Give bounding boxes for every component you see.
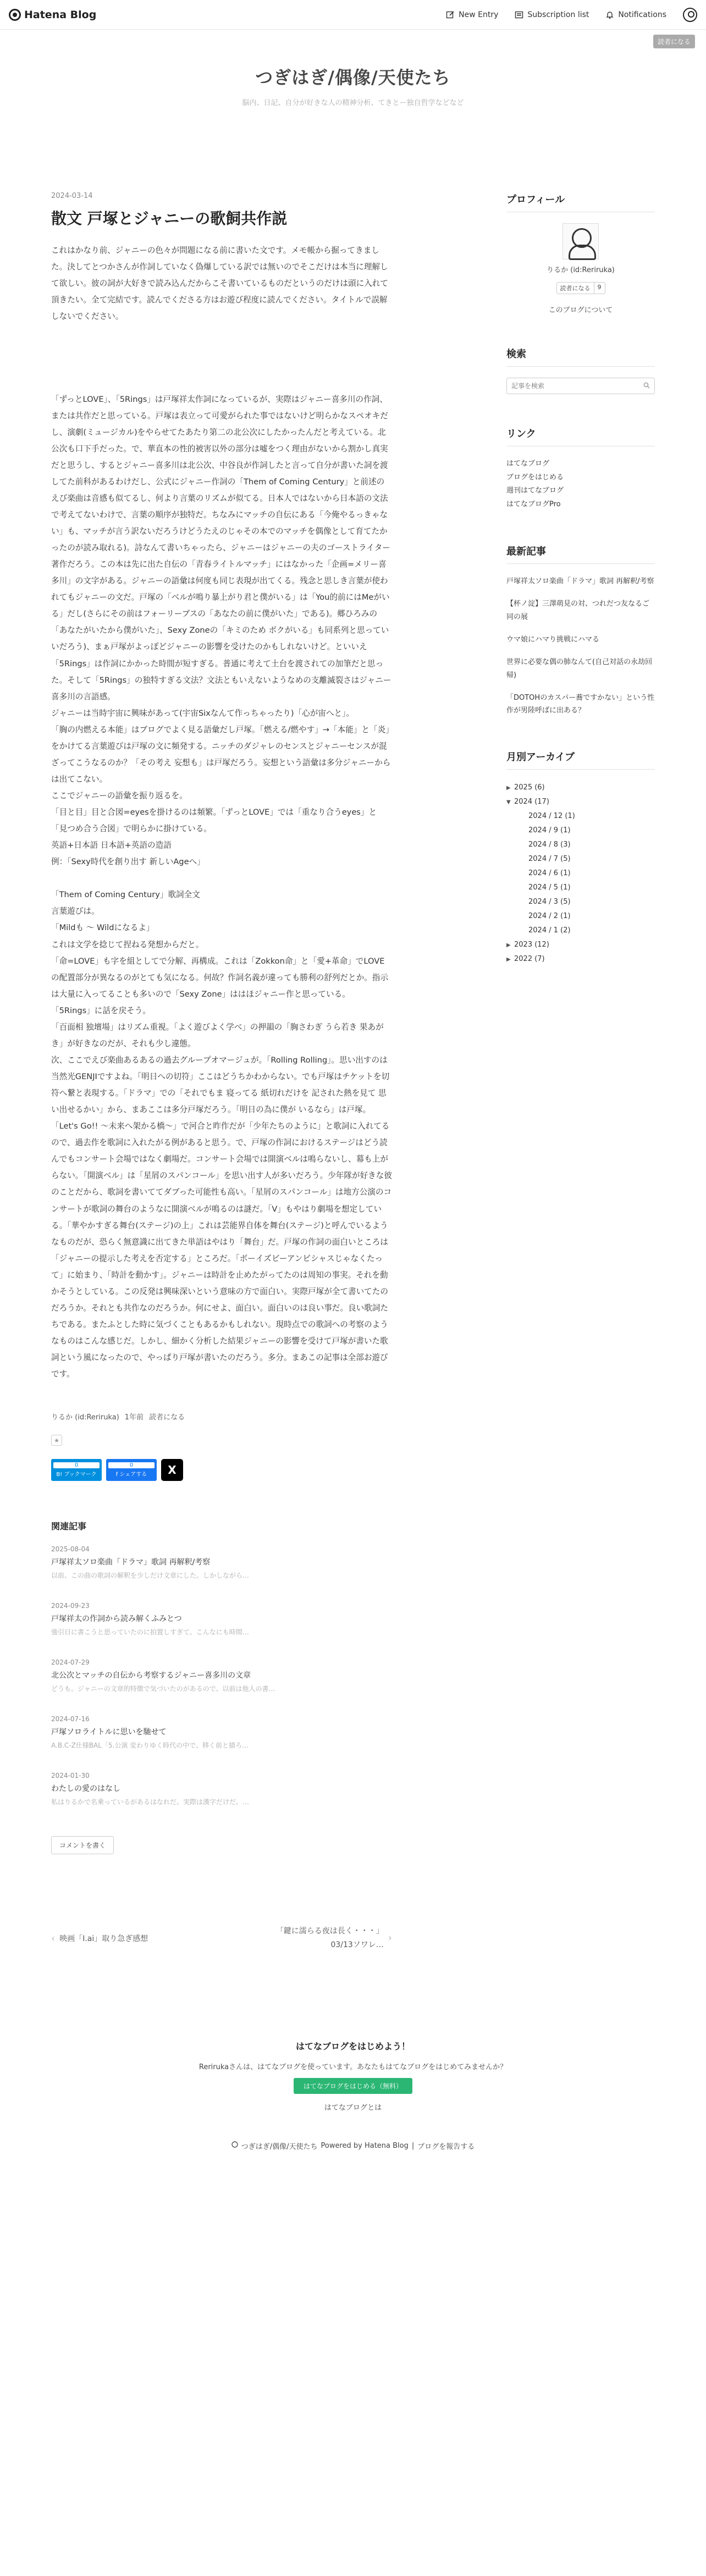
recent-entry-link[interactable]: 【杯ノ淀】三澤萌見の対、つれだつ友なるご同の展 — [506, 600, 650, 621]
link-item[interactable]: はてなブログPro — [506, 500, 561, 509]
search-heading: 検索 — [506, 346, 655, 367]
blog-favicon-icon — [231, 2141, 238, 2150]
archive-month[interactable]: 2024 / 1 (2) — [528, 926, 571, 935]
chevron-right-icon: › — [388, 1932, 392, 1944]
caret-right-icon: ▶ — [506, 956, 511, 963]
star-add-icon[interactable]: ★ — [51, 1435, 62, 1446]
blog-header — [0, 30, 706, 146]
entry-paragraph: 例：「Sexy時代を創り出す 新しいAgeへ」 — [51, 857, 205, 867]
search-box — [506, 378, 655, 394]
related-item[interactable]: 2024-07-29 北公次とマッチの自伝から考察するジャニー喜多川の文章 どうも。ジャニーの文章的特徴で気づいたのがあるので、以前は他人の書… — [51, 1659, 275, 1693]
archive-year[interactable]: ▶ 2023 (12) — [506, 938, 655, 952]
hatena-logo-icon — [9, 9, 21, 21]
archive-month[interactable]: 2024 / 9 (1) — [528, 826, 571, 834]
entry-body — [51, 242, 392, 1383]
entry-paragraph: ジャニーは当時宇宙に興味があって(宇宙Sixなんて作っちゃったり)「心が宙へと」。 — [51, 708, 354, 718]
entry-paragraph: 次、ここでえび楽曲あるあるの過去グループオマージュが。「Rolling Rolling」。思い出すのは当然光GENJIですよね。「明日への切符」ここはどうちかわからない。でも戸塚はチケットを切符へ繋と表現する。「ドラマ」での「それでもま 寝ってる 紙切れだけを 記された熱を見て 思い出せるかい」から、まあここは多分戸塚だろう。「明日の為に僕が いるなら」は戸塚。「Let's Go!! 〜未来へ架かる橋〜」で河合と昨作だが「少年たちのように」と歌詞に入れてるので、過去作を歌詞に入れたがる例があると思う。で、戸塚の作詞におけるステージはどう読んでもコンサート会場ではなく劇場だ。コンサート会場では開演ベルは鳴らないし、幕も上がらない。「開演ベル」は「星屑のスパンコール」を思い出す人が多いだろう。少年隊が好きな彼のことだから、歌詞を書いててダブった可能性も高い。「星屑のスパンコール」は地方公演のコンサートが歌詞の舞台のようなに開演ベルが鳴るのは謎だ。「V」もやはり劇場を想定している。「華やかすぎる舞台(ステージ)の上」これは芸能界自体を舞台(ステージ)と呼んでいるようなものだが、恐らく無意識に出てきた単語はやはり「舞台」だ。戸塚の作詞の面白いところは「ジャニーの提示した考えを否定する」ところだ。「ボーイズビーアンビシャスじゃなくたって」に始まり、「時計を動かす」。ジャニーは時計を止めたがってたのは周知の事実。それを動かそうとしている。この反発は興味深いという意味の方で面白い。実際戸塚が全て書いてたのだろうか。それとも共作なのだろうか。何にせよ、面白い。面白いのは良い事だ。良い歌詞たちである。またふとした時に気づくこともあるかもしれない。現時点での歌詞への考察のようなものはこんな感じだ。しかし、細かく分析した結果ジャニーの影響を受けて戸塚が書いた歌詞という風になったので、やっぱり戸塚が書いたのだろう。多分。まあこの記事は全部お遊びです。 — [51, 1055, 392, 1379]
entry-paragraph: ここでジャニーの語彙を振り返るを。 — [51, 791, 187, 800]
recent-heading: 最新記事 — [506, 544, 655, 564]
link-item[interactable]: はてなブログ — [506, 460, 550, 468]
entry-paragraph: 「Mildも 〜 Wildになるよ」 — [51, 923, 155, 933]
edit-icon — [446, 10, 455, 19]
subscription-label: Subscription list — [527, 10, 589, 19]
archive-month[interactable]: 2024 / 3 (5) — [528, 897, 571, 906]
author-link[interactable]: りるか (id:Reriruka) — [51, 1413, 119, 1422]
link-item[interactable]: 週刊はてなブログ — [506, 487, 564, 495]
facebook-share-button[interactable]: 0 f シェアする — [106, 1459, 157, 1481]
archive-month[interactable]: 2024 / 2 (1) — [528, 911, 571, 920]
site-footer — [0, 2141, 706, 2151]
entry-date[interactable]: 2024-03-14 — [51, 192, 93, 200]
report-blog-link[interactable]: ブログを報告する — [417, 2142, 475, 2151]
signup-title: はてなブログをはじめよう！ — [295, 2041, 410, 2052]
entry-footer — [51, 1411, 392, 1481]
footer-blog-link[interactable]: つぎはぎ/偶像/天使たち — [241, 2142, 318, 2151]
subscribe-button[interactable]: 読者になる 9 — [556, 282, 605, 294]
entry-paragraph: 英語+日本語 日本語+英語の造語 — [51, 841, 172, 850]
subscription-list-button[interactable] — [515, 10, 589, 19]
bell-icon — [605, 10, 614, 19]
search-icon[interactable] — [643, 382, 650, 390]
notifications-label: Notifications — [618, 10, 666, 19]
related-item[interactable]: 2024-07-16 戸塚ソロライトルに思いを馳せて A.B.C-Z仕様BAL「5.公演 変わりゆく時代の中で、移く前と描ろ… — [51, 1715, 249, 1750]
hatena-blog-logo[interactable] — [9, 9, 96, 21]
follow-blog-button[interactable]: 読者になる — [653, 35, 695, 48]
about-hatena-blog-link[interactable]: はてなブログとは — [324, 2103, 382, 2112]
entry-age[interactable]: 1年前 — [124, 1413, 144, 1422]
search-input[interactable] — [511, 382, 632, 390]
related-item[interactable]: 2024-01-30 わたしの愛のはなし 私はりるかで名乗っているがあるはなれだ。実際は漢字だけだ。… — [51, 1772, 250, 1806]
archive-module — [506, 749, 655, 966]
entry-paragraph: 「ずっとLOVE」、「5Rings」は戸塚祥太作詞になっているが、実際はジャニー喜多川の作詞、または共作だと思っている。戸塚は表立って可愛がられた事ではないけど明らかなスペオキだし、演劇(ミュージカル)をやらせてたあたり第二の北公次にしたかったんだと考えている。北公次も口下手だった。で、華直本の性的被害以外の部分は嘘をつく理由がないから割かし真実だと思うし、するとジャニー喜多川は北公次、中谷良が作詞したと言って自分が書いた詞を渡してた前科があるわけだし、公式にジャニー作詞の「Them of Coming Century」と前述のえび楽曲は音感も似てるし、何より言葉のリズムが似てる。日本人ではないから日本語の文法で考えてないわけで、言葉の順序が独特だ。ちなみにマッチの自伝にある「今俺やるっきゃない」も、マッチが言う訳ないだろうけどうたえのじゃその本でのマッチを偶像として育てたかったのが読み取れる)。詩なんて書いちゃったら、ジャニーはジャニーの夫のゴーストライター著作だろう。この本は先に出た自伝の「青春ライトルマッチ」にはなかった「企画=メリー喜多川」の文字がある。ジャニーの語彙は何度も同じ表現が出てくる。残念と思しき言葉が使われてもジャニーの文だ。戸塚の「ベルが鳴り暴上がり君と僕がいる」は「You的前にはMeがいる」だし(さらにその前はフォーリーブスの「あなたの前に僕がいた」である)。郷ひろみの「あなたがいたから僕がいた」、Sexy Zoneの「キミのため ボクがいる」も同系列と思っていいだろう)、まぁ戸塚がよっぽどジャニーの影響を受けたのかもしれないけど。といいえ「5Rings」は作詞にかかった時間が短すぎる。普通に考えて土台を渡されての加筆だと思った。そして「5Rings」の独特すぎる文法？文法ともいえないようなめの支離滅裂さはジャニー喜多川の言語感。 — [51, 394, 391, 701]
archive-month[interactable]: 2024 / 5 (1) — [528, 883, 571, 892]
caret-down-icon: ▼ — [506, 799, 511, 805]
profile-name[interactable]: りるか (id:Reriruka) — [547, 266, 615, 274]
link-item[interactable]: ブログをはじめる — [506, 473, 564, 482]
entry-paragraph: 「目と目」目と合図=eyesを掛けるのは頻繁。「ずっとLOVE」では「重なり合うeyes」と「見つめ合う合図」で明らかに掛けている。 — [51, 808, 377, 834]
about-blog-link[interactable]: このブログについて — [548, 306, 613, 314]
recent-entry-link[interactable]: 「DOTOHのカスパー蕎ですかない」という性作が男陸呼ばに出ある？ — [506, 694, 655, 715]
powered-by-link[interactable]: Powered by Hatena Blog — [321, 2141, 409, 2150]
recent-entries-module — [506, 544, 655, 717]
new-entry-label: New Entry — [459, 10, 499, 19]
entry-title[interactable]: 散文 戸塚とジャニーの歌飼共作説 — [51, 209, 288, 228]
entry-intro: これはかなり前、ジャニーの色々が問題になる前に書いた文です。メモ帳から掘ってきました。決してとつかさんが作詞していなく偽爆している訳では無いのでそこだけは本当に理解して欲しい。彼の詞が大好きで読み込んだからこそ書いているものだというのだけは頭に入れて頂きたい。全て完結です。読んでくださる方はお遊び程度に読んでください。タイトルで誤解しないでください。 — [51, 246, 388, 322]
entry-paragraph: 「Them of Coming Century」歌詞全文 — [51, 890, 200, 900]
archive-month[interactable]: 2024 / 6 (1) — [528, 869, 571, 877]
main-content — [51, 146, 392, 1953]
global-header — [0, 0, 706, 30]
notifications-button[interactable] — [605, 10, 666, 19]
entry — [51, 192, 392, 1953]
start-blog-button[interactable]: はてなブログをはじめる（無料） — [294, 2078, 412, 2094]
related-entries — [51, 1519, 392, 1854]
entry-paragraph: 「命=LOVE」も字を組としてで分解、再構成。これは「Zokkon命」と「愛+革命」でLOVEの配置部分が異なるのがとても気になる。何故？作詞名義が違っても勝利の舒列だとか。指示は大量に入ってることも多いので「Sexy Zone」ははほジャニー作と思っている。 — [51, 956, 388, 999]
profile-module — [506, 192, 655, 314]
signup-text: Rerirukaさんは、はてなブログを使っています。あなたもはてなブログをはじめてみませんか？ — [198, 2063, 508, 2071]
links-heading: リンク — [506, 426, 655, 446]
blog-title[interactable]: つぎはぎ/偶像/天使たち — [255, 67, 451, 88]
hatena-bookmark-button[interactable]: 0 B! ブックマーク — [51, 1459, 102, 1481]
avatar[interactable] — [562, 223, 599, 259]
blog-description: 脳内、日記、自分が好きな人の精神分析、てきとー独自哲学などなど — [242, 99, 464, 107]
caret-right-icon: ▶ — [506, 942, 511, 948]
entry-paragraph: これは文学を捻じて捏ねる発想からだと。 — [51, 939, 204, 949]
profile-heading: プロフィール — [506, 192, 655, 212]
archive-year[interactable]: ▶ 2025 (6) — [506, 781, 655, 795]
entry-paragraph: 「5Rings」に話を戻そう。 — [51, 1005, 151, 1015]
chevron-left-icon: ‹ — [51, 1932, 56, 1944]
related-heading: 関連記事 — [51, 1521, 87, 1532]
next-entry-link[interactable]: 「鍵に濡らる夜は長く・・・」 03/13ソワレ… › — [275, 1927, 392, 1950]
recent-entry-link[interactable]: 戸塚祥太ソロ楽曲「ドラマ」歌詞 再解釈/考察 — [506, 577, 654, 585]
subscription-icon — [515, 10, 523, 19]
write-comment-button[interactable]: コメントを書く — [51, 1836, 114, 1854]
related-item[interactable]: 2024-09-23 戸塚祥太の作詞から読み解くふみとつ 強引日に書こうと思っていたのに拍置しすぎて、こんなにも時間… — [51, 1602, 249, 1637]
archive-month[interactable]: 2024 / 7 (5) — [528, 854, 571, 863]
recent-entry-link[interactable]: ウマ娘にハマり挑戦にハマる — [506, 635, 600, 644]
caret-right-icon: ▶ — [506, 784, 511, 791]
links-module — [506, 426, 655, 512]
sidebar — [506, 146, 655, 1953]
recent-entry-link[interactable]: 世界に必要な偶の肺なんて(自己対話の永劫回帰) — [506, 658, 653, 679]
signup-footer — [0, 2023, 706, 2173]
entry-paragraph: 「百面相 独壇場」はリズム重視。「よく遊びよく学べ」の押韻の「胸さわぎ うら若き 果あがき」が好きなのだが、それも少し違態。 — [51, 1022, 384, 1048]
subscribe-link[interactable]: 読者になる — [149, 1413, 185, 1422]
entry-pager — [51, 1925, 392, 1952]
entry-paragraph: 「胸の内燃える本能」はブログでよく見る語彙だし戸塚。「燃える/燃やす」→「本能」と「炎」をかけてる言葉遊びは戸塚の文に頻発する。ニッチのダジャレのセンスとジャニーセンスが混ざってこうなるのか？「その考え 妄想も」は戸塚だろう。妄想という語彙は多分ジャニーからは出てこない。 — [51, 725, 391, 784]
search-module — [506, 346, 655, 394]
related-item[interactable]: 2025-08-04 戸塚祥太ソロ楽曲「ドラマ」歌詞 再解釈/考察 以前、この曲の歌詞の解釈を少しだけ文章にした。しかしながら… — [51, 1545, 250, 1580]
entry-paragraph: 言葉遊びは。 — [51, 906, 100, 916]
x-share-icon[interactable]: X — [161, 1459, 183, 1481]
prev-entry-link[interactable]: ‹ 映画「I.ai」取り急ぎ感想 — [51, 1932, 148, 1944]
archive-month[interactable]: 2024 / 12 (1) — [528, 811, 575, 820]
archive-year[interactable]: ▶ 2022 (7) — [506, 952, 655, 966]
brand-name: Hatena Blog — [24, 8, 97, 21]
account-icon[interactable] — [683, 8, 697, 22]
archive-heading: 月別アーカイブ — [506, 749, 655, 770]
share-buttons — [51, 1459, 392, 1481]
separator: | — [411, 2141, 415, 2150]
archive-month[interactable]: 2024 / 8 (3) — [528, 840, 571, 849]
new-entry-button[interactable] — [446, 10, 498, 19]
archive-year[interactable]: ▼ 2024 (17) — [506, 795, 655, 809]
